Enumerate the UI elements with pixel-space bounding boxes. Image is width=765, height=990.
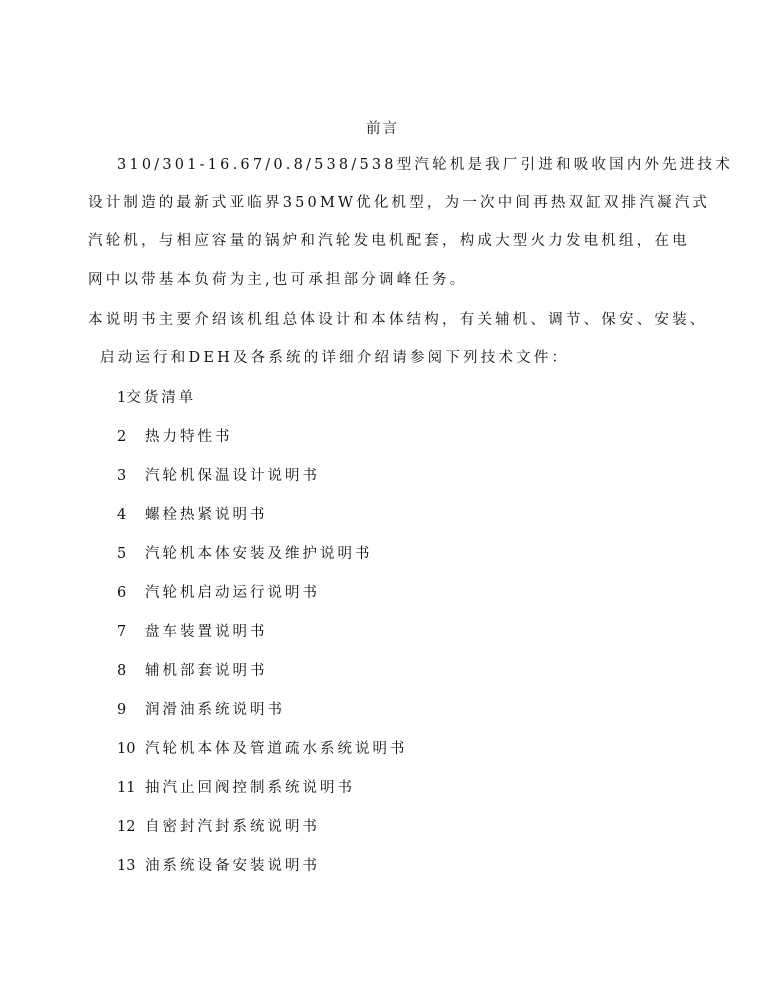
paragraph-line: 网中以带基本负荷为主,也可承担部分调峰任务。: [88, 272, 468, 288]
item-number: 12: [117, 819, 136, 835]
item-title: 汽轮机保温设计说明书: [145, 468, 320, 484]
document-list-item: [117, 506, 268, 524]
paragraph-line: 汽轮机，与相应容量的锅炉和汽轮发电机配套，构成大型火力发电机组，在电: [88, 233, 690, 249]
document-list-item: [117, 857, 320, 875]
item-number: 6: [117, 585, 127, 601]
item-number: 1: [117, 390, 127, 406]
item-title: 润滑油系统说明书: [145, 702, 285, 718]
item-number: 3: [117, 468, 127, 484]
paragraph-line: 设计制造的最新式亚临界350MW优化机型，为一次中间再热双缸双排汽凝汽式: [88, 195, 711, 211]
item-number: 9: [117, 702, 127, 718]
item-title: 热力特性书: [145, 429, 233, 445]
item-number: 10: [117, 741, 136, 757]
document-list-item: [117, 389, 196, 407]
item-number: 5: [117, 546, 127, 562]
item-number: 2: [117, 429, 127, 445]
document-list-item: [117, 701, 285, 719]
item-number: 7: [117, 624, 127, 640]
item-title: 油系统设备安装说明书: [145, 858, 320, 874]
item-number: 13: [117, 858, 136, 874]
paragraph-line: 启动运行和DEH及各系统的详细介绍请参阅下列技术文件：: [100, 350, 570, 366]
item-number: 8: [117, 663, 127, 679]
document-list-item: [117, 467, 320, 485]
document-list-item: [117, 428, 233, 446]
document-list-item: [117, 623, 268, 641]
item-title: 汽轮机启动运行说明书: [145, 585, 320, 601]
document-list-item: [117, 779, 355, 797]
item-number: 4: [117, 507, 127, 523]
page-title: 前言: [366, 121, 399, 137]
document-list-item: [117, 584, 320, 602]
document-list-item: [117, 740, 408, 758]
document-list-item: [117, 545, 373, 563]
paragraph-line: 310/301-16.67/0.8/538/538型汽轮机是我厂引进和吸收国内外先进技术: [117, 157, 734, 173]
item-title: 交货清单: [126, 390, 197, 406]
document-list-item: [117, 818, 320, 836]
item-title: 螺栓热紧说明书: [145, 507, 268, 523]
paragraph-line: 本说明书主要介绍该机组总体设计和本体结构，有关辅机、调节、保安、安装、: [88, 312, 708, 328]
item-title: 汽轮机本体及管道疏水系统说明书: [145, 741, 408, 757]
item-title: 辅机部套说明书: [145, 663, 268, 679]
item-title: 抽汽止回阀控制系统说明书: [145, 780, 355, 796]
item-title: 汽轮机本体安装及维护说明书: [145, 546, 373, 562]
item-title: 自密封汽封系统说明书: [145, 819, 320, 835]
item-title: 盘车装置说明书: [145, 624, 268, 640]
document-list-item: [117, 662, 268, 680]
item-number: 11: [117, 780, 136, 796]
